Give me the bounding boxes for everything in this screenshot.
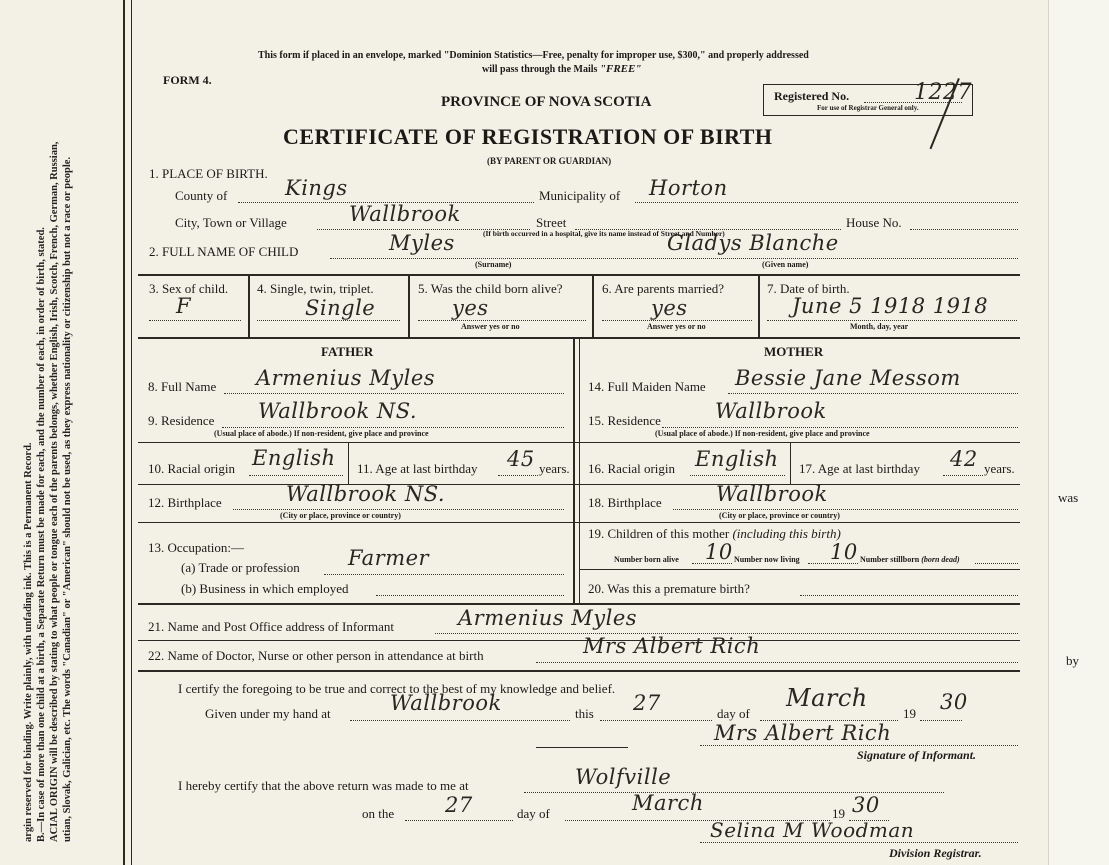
registrar-year: 30 <box>852 793 880 817</box>
mother-racial-origin: English <box>695 447 779 471</box>
municipality-value: Horton <box>649 176 728 200</box>
registrar-general-note: For use of Registrar General only. <box>817 104 919 112</box>
now-living-count: 10 <box>830 540 858 564</box>
registrar-signature-caption: Division Registrar. <box>889 846 982 860</box>
county-value: Kings <box>285 176 348 200</box>
stillborn-label: Number stillborn (born dead) <box>860 555 960 564</box>
mother-birthplace-caption: (City or place, province or country) <box>719 511 840 520</box>
margin-line-2: B.—In case of more than one child at a birth, a Separate Return must be made for each, and the number of each, in order of birth, stated. <box>36 227 47 842</box>
mother-age-label: 17. Age at last birthday <box>799 461 920 476</box>
on-the-label: on the <box>362 806 395 821</box>
mother-residence-label: 15. Residence <box>588 413 661 428</box>
margin-line-1: argin reserved for binding. Write plainly, with unfading ink. This is a Permanent Record. <box>23 442 34 842</box>
certify-day: 27 <box>633 691 661 715</box>
registrar-signature: Selina M Woodman <box>710 818 915 842</box>
dob-label: 7. Date of birth. <box>767 281 850 296</box>
single-twin-label: 4. Single, twin, triplet. <box>257 281 374 296</box>
hospital-note: (If birth occurred in a hospital, give its name instead of Street and Number) <box>483 229 725 238</box>
certify-statement: I certify the foregoing to be true and correct to the best of my knowledge and belief. <box>178 681 616 696</box>
child-surname: Myles <box>389 231 455 255</box>
certify-day-of-label: day of <box>717 706 750 721</box>
margin-border <box>123 0 125 865</box>
informant-signature: Mrs Albert Rich <box>714 721 892 745</box>
mother-heading: MOTHER <box>764 344 824 359</box>
mother-name-label: 14. Full Maiden Name <box>588 379 706 394</box>
father-birthplace-caption: (City or place, province or country) <box>280 511 401 520</box>
father-name: Armenius Myles <box>256 366 436 390</box>
father-birthplace-label: 12. Birthplace <box>148 495 222 510</box>
informant-signature-caption: Signature of Informant. <box>857 748 977 762</box>
mother-birthplace-label: 18. Birthplace <box>588 495 662 510</box>
trade-label: (a) Trade or profession <box>181 560 300 575</box>
now-living-label: Number now living <box>734 555 800 564</box>
father-racial-origin: English <box>252 446 336 470</box>
edge-word-was: was <box>1058 490 1079 505</box>
children-label: 19. Children of this mother (including this birth) <box>588 526 841 541</box>
margin-instructions <box>22 22 74 842</box>
married-value: yes <box>651 296 688 320</box>
mother-residence: Wallbrook <box>715 399 827 423</box>
attendant-label: 22. Name of Doctor, Nurse or other person in attendance at birth <box>148 648 484 663</box>
born-alive-count-label: Number born alive <box>614 555 679 564</box>
adjacent-page-edge <box>1048 0 1109 865</box>
dob-caption: Month, day, year <box>850 322 909 331</box>
born-alive-value: yes <box>452 296 489 320</box>
certify-month: March <box>786 684 868 712</box>
mother-age: 42 <box>950 447 978 471</box>
married-caption: Answer yes or no <box>647 322 706 331</box>
given-name-caption: (Given name) <box>762 260 809 269</box>
street-label: Street <box>536 215 567 230</box>
attendant-value: Mrs Albert Rich <box>583 634 761 658</box>
edge-word-by: by <box>1066 653 1079 668</box>
father-name-label: 8. Full Name <box>148 379 217 394</box>
father-heading: FATHER <box>321 344 374 359</box>
place-of-birth-heading: 1. PLACE OF BIRTH. <box>149 166 268 181</box>
county-label: County of <box>175 188 228 203</box>
born-alive-caption: Answer yes or no <box>461 322 520 331</box>
father-residence: Wallbrook NS. <box>258 399 418 423</box>
married-label: 6. Are parents married? <box>602 281 725 296</box>
informant-value: Armenius Myles <box>458 606 638 630</box>
margin-line-3: ACIAL ORIGIN will be described by stating to what people or tongue each of the parents belongs, whether English, Irish, Scotch, French, German, Russian, <box>49 141 60 842</box>
premature-label: 20. Was this a premature birth? <box>588 581 750 596</box>
child-name-label: 2. FULL NAME OF CHILD <box>149 244 299 259</box>
certify-place: Wallbrook <box>390 691 502 715</box>
registrar-day: 27 <box>445 793 473 817</box>
city-label: City, Town or Village <box>175 215 287 230</box>
surname-caption: (Surname) <box>475 260 512 269</box>
informant-label: 21. Name and Post Office address of Informant <box>148 619 394 634</box>
born-alive-count: 10 <box>705 540 733 564</box>
mother-birthplace: Wallbrook <box>716 482 828 506</box>
mother-racial-label: 16. Racial origin <box>588 461 676 476</box>
registrar-statement: I hereby certify that the above return was made to me at <box>178 778 469 793</box>
certificate-title: CERTIFICATE OF REGISTRATION OF BIRTH <box>283 124 773 149</box>
municipality-label: Municipality of <box>539 188 621 203</box>
single-twin-value: Single <box>305 296 376 320</box>
business-label: (b) Business in which employed <box>181 581 349 596</box>
registrar-month: March <box>632 791 704 815</box>
father-age-label: 11. Age at last birthday <box>357 461 478 476</box>
dob-value: June 5 1918 1918 <box>792 294 989 318</box>
father-racial-label: 10. Racial origin <box>148 461 236 476</box>
registered-label: Registered No. <box>774 89 850 103</box>
father-residence-caption: (Usual place of abode.) If non-resident, give place and province <box>214 429 429 438</box>
province-heading: PROVINCE OF NOVA SCOTIA <box>441 94 652 110</box>
sex-value: F <box>176 294 192 318</box>
father-birthplace: Wallbrook NS. <box>286 482 446 506</box>
sex-label: 3. Sex of child. <box>149 281 229 296</box>
form-number: FORM 4. <box>163 73 212 87</box>
trade-value: Farmer <box>348 546 430 570</box>
postal-note-2: will pass through the Mails "FREE" <box>482 63 642 75</box>
registered-number: 1227 <box>914 80 972 105</box>
father-age-unit: years. <box>539 461 570 476</box>
child-given-name: Gladys Blanche <box>667 231 839 255</box>
certify-year: 30 <box>940 690 968 714</box>
certify-year-prefix: 19 <box>903 706 916 721</box>
mother-name: Bessie Jane Messom <box>735 366 961 390</box>
mother-residence-caption: (Usual place of abode.) If non-resident, give place and province <box>655 429 870 438</box>
house-number-label: House No. <box>846 215 902 230</box>
mother-age-unit: years. <box>984 461 1015 476</box>
registrar-day-of-label: day of <box>517 806 550 821</box>
registrar-year-prefix: 19 <box>832 806 845 821</box>
father-residence-label: 9. Residence <box>148 413 215 428</box>
city-value: Wallbrook <box>349 202 461 226</box>
occupation-label: 13. Occupation:— <box>148 540 245 555</box>
born-alive-label: 5. Was the child born alive? <box>418 281 563 296</box>
margin-border-inner <box>131 0 132 865</box>
certificate-subtitle: (BY PARENT OR GUARDIAN) <box>487 156 612 166</box>
postal-note: This form if placed in an envelope, marked "Dominion Statistics—Free, penalty for improper use, $300," and properly addressed <box>258 50 809 61</box>
father-age: 45 <box>507 447 535 471</box>
this-label: this <box>575 706 594 721</box>
given-under-hand-label: Given under my hand at <box>205 706 331 721</box>
margin-line-4: utian, Slovak, Galician, etc. The words "Canadian" or "American" should not be used, as they express nationality or citizenship but not a race or people. <box>62 156 73 842</box>
registrar-place: Wolfville <box>575 765 672 789</box>
